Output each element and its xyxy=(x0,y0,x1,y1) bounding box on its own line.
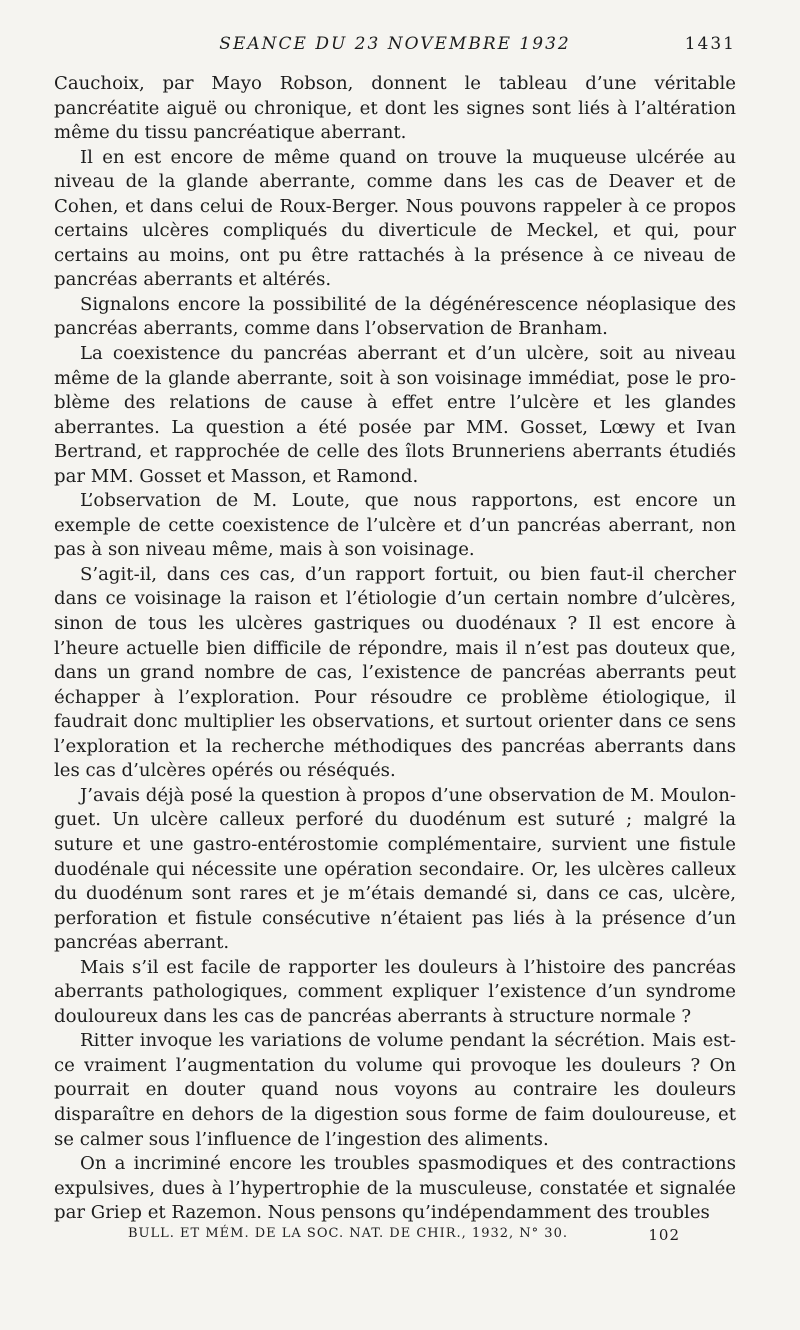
paragraph: J’avais déjà posé la question à propos d’une observation de M. Moulonguet. Un ulcère calleux perforé du duodénum est suturé ; malgré la suture et une gastro-entérostomie complémentaire, survient une fistule duodénale qui nécessite une opération secondaire. Or, les ulcères calleux du duodénum sont rares et je m’étais demandé si, dans ce cas, ulcère, perforation et fistule consécutive n’étaient pas liés à la présence d’un pancréas aberrant. xyxy=(54,784,736,954)
paragraph: Mais s’il est facile de rapporter les douleurs à l’histoire des pancréas aberrants pathologiques, comment expliquer l’existence d’un syndrome douloureux dans les cas de pancréas aberrants à structure normale ? xyxy=(54,956,736,1027)
article-body xyxy=(54,72,736,1226)
running-header xyxy=(54,34,736,58)
journal-reference: BULL. ET MÉM. DE LA SOC. NAT. DE CHIR., 1932, N° 30. xyxy=(128,1226,568,1241)
page-footer xyxy=(128,1226,680,1248)
paragraph: Ritter invoque les variations de volume pendant la sécrétion. Mais est-ce vraiment l’augmentation du volume qui provoque les douleurs ? On pourrait en douter quand nous voyons au contraire les douleurs disparaître en dehors de la digestion sous forme de faim douloureuse, et se calmer sous l’influence de l’ingestion des aliments. xyxy=(54,1030,736,1150)
paragraph: Cauchoix, par Mayo Robson, donnent le tableau d’une véritable pancréatite aiguë ou chronique, et dont les signes sont liés à l’altération même du tissu pancréatique aberrant. xyxy=(54,73,736,144)
page-number: 1431 xyxy=(684,34,736,54)
sheet-number: 102 xyxy=(648,1226,680,1244)
paragraph: On a incriminé encore les troubles spasmodiques et des contractions expulsives, dues à l’hypertrophie de la musculeuse, constatée et signalée par Griep et Razemon. Nous pensons qu’indépendamment des troubles xyxy=(54,1153,736,1224)
paragraph: Signalons encore la possibilité de la dégénérescence néoplasique des pancréas aberrants, comme dans l’observation de Branham. xyxy=(54,293,736,340)
paragraph: L’observation de M. Loute, que nous rapportons, est encore un exemple de cette coexistence de l’ulcère et d’un pancréas aberrant, non pas à son niveau même, mais à son voisinage. xyxy=(54,490,736,561)
header-title: SEANCE DU 23 NOVEMBRE 1932 xyxy=(219,34,571,54)
paragraph: La coexistence du pancréas aberrant et d’un ulcère, soit au niveau même de la glande aberrante, soit à son voisinage immédiat, pose le problème des relations de cause à effet entre l’ulcère et les glandes aberrantes. La question a été posée par MM. Gosset, Lœwy et Ivan Bertrand, et rapprochée de celle des îlots Brunneriens aberrants étudiés par MM. Gosset et Masson, et Ramond. xyxy=(54,343,736,487)
paragraph: Il en est encore de même quand on trouve la muqueuse ulcérée au niveau de la glande aberrante, comme dans les cas de Deaver et de Cohen, et dans celui de Roux-Berger. Nous pouvons rappeler à ce propos certains ulcères compliqués du diverticule de Meckel, et qui, pour certains au moins, ont pu être rattachés à la présence à ce niveau de pancréas aberrants et altérés. xyxy=(54,146,736,291)
paragraph: S’agit-il, dans ces cas, d’un rapport fortuit, ou bien faut-il chercher dans ce voisinage la raison et l’étiologie d’un certain nombre d’ulcères, sinon de tous les ulcères gastriques ou duodénaux ? Il est encore à l’heure actuelle bien difficile de répondre, mais il n’est pas douteux que, dans un grand nombre de cas, l’existence de pancréas aberrants peut échapper à l’exploration. Pour résoudre ce problème étiologique, il faudrait donc multiplier les observations, et surtout orienter dans ce sens l’exploration et la recherche méthodiques des pancréas aberrants dans les cas d’ulcères opérés ou réséqués. xyxy=(54,563,736,782)
